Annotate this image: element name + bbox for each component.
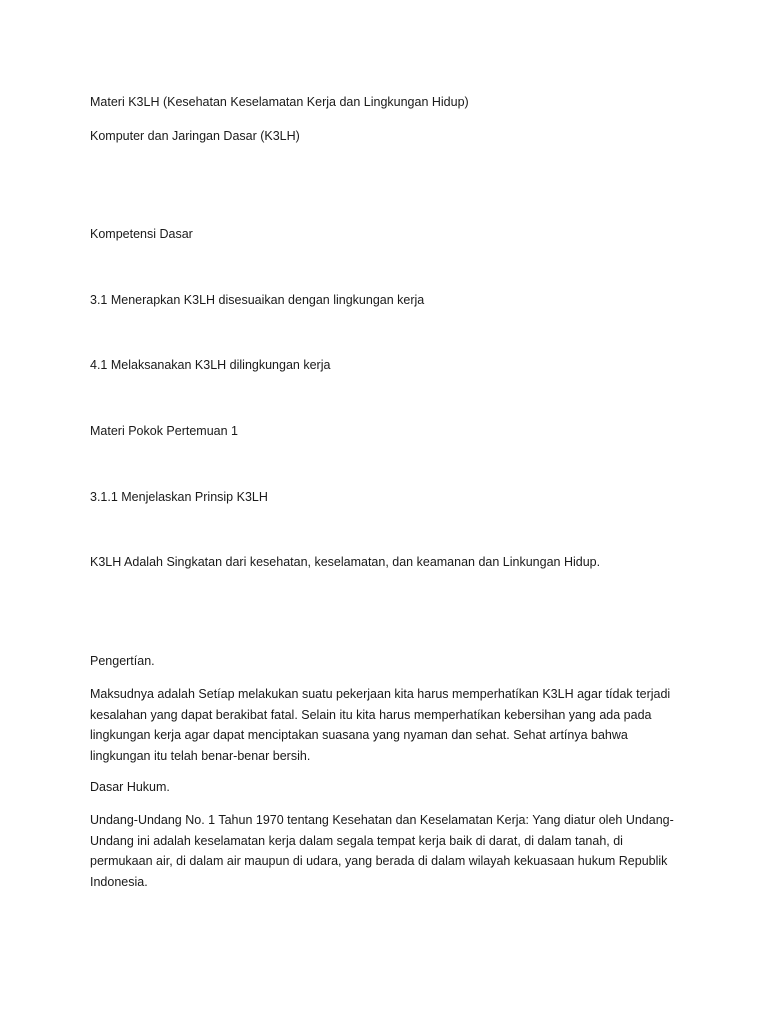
document-subtitle: Komputer dan Jaringan Dasar (K3LH) (90, 129, 300, 143)
document-title: Materi K3LH (Kesehatan Keselamatan Kerja dan Lingkungan Hidup) (90, 95, 469, 109)
pengertian-heading: Pengertían. (90, 654, 155, 668)
competency-item: 3.1 Menerapkan K3LH disesuaikan dengan lingkungan kerja (90, 293, 425, 307)
pengertian-paragraph: Maksudnya adalah Setíap melakukan suatu pekerjaan kita harus memperhatíkan K3LH agar tídak terjadi kesalahan yang dapat berakibat fatal. Selain itu kita harus memperhatíkan kebersihan yang ada pada lingkungan kerja agar dapat menciptakan suasana yang nyaman dan sehat. Sehat artínya bahwa lingkungan itu telah benar-benar bersih. (90, 687, 671, 764)
competency-item: 4.1 Melaksanakan K3LH dilingkungan kerja (90, 358, 331, 372)
dasar-hukum-paragraph: Undang-Undang No. 1 Tahun 1970 tentang Kesehatan dan Keselamatan Kerja: Yang diatur oleh Undang-Undang ini adalah keselamatan kerja dalam segala tempat kerja baik di darat, di dalam tanah, di permukaan air, di dalam air maupun di udara, yang berada di dalam wilayah kekuasaan hukum Republik Indonesia. (90, 813, 674, 890)
subtopic-heading: 3.1.1 Menjelaskan Prinsip K3LH (90, 490, 268, 504)
dasar-hukum-heading: Dasar Hukum. (90, 780, 170, 794)
competency-heading: Kompetensi Dasar (90, 227, 193, 241)
topic-heading: Materi Pokok Pertemuan 1 (90, 424, 238, 438)
definition-line: K3LH Adalah Singkatan dari kesehatan, keselamatan, dan keamanan dan Linkungan Hidup. (90, 555, 601, 569)
